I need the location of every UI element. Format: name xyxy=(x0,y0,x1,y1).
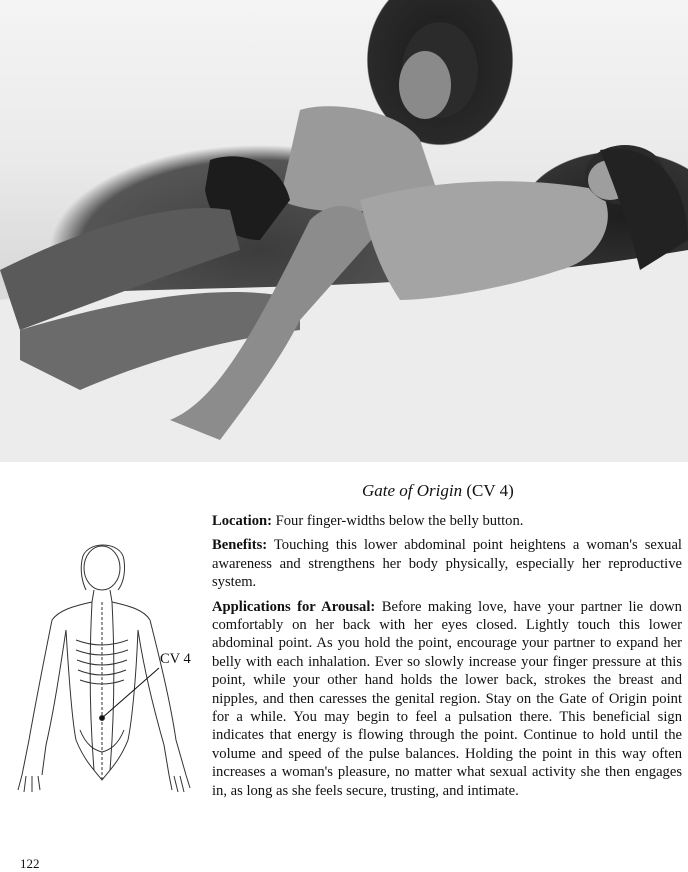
applications-paragraph xyxy=(212,598,682,800)
location-text: Four finger-widths below the belly button. xyxy=(272,513,524,529)
location-label: Location: xyxy=(212,513,272,529)
benefits-label: Benefits: xyxy=(212,537,268,554)
applications-label: Applications for Arousal: xyxy=(212,598,376,615)
photo-caption xyxy=(362,481,514,501)
location-paragraph xyxy=(212,512,682,530)
caption-title: Gate of Origin xyxy=(362,481,463,500)
caption-code: (CV 4) xyxy=(462,481,514,500)
body-diagram-icon xyxy=(14,540,204,800)
body-text xyxy=(212,512,682,806)
applications-text: Before making love, have your partner lie down comfortably on her back with her eyes closed. Lightly touch this lower abdominal point. As you hold the point, encourage your partner to expand her belly with each inhalation. Ever so slowly increase your finger pressure at this point, while your other hand holds the lower back, strokes the breast and nipples, and then caresses the genital region. Stay on the Gate of Origin point for a while. You may begin to feel a pulsation there. This beneficial sign indicates that energy is flowing through the point. Continue to hold until the volume and speed of the pulse balances. Holding the point in this way often increases a woman's pleasure, no matter what sexual activity she then engages in, as long as she feels secure, trusting, and intimate. xyxy=(212,598,682,799)
cv4-label: CV 4 xyxy=(160,651,191,667)
page-number: 122 xyxy=(20,856,40,871)
benefits-paragraph xyxy=(212,536,682,591)
benefits-text: Touching this lower abdominal point heightens a woman's sexual awareness and strengthens her body physically, especially her reproductive system. xyxy=(212,537,682,591)
